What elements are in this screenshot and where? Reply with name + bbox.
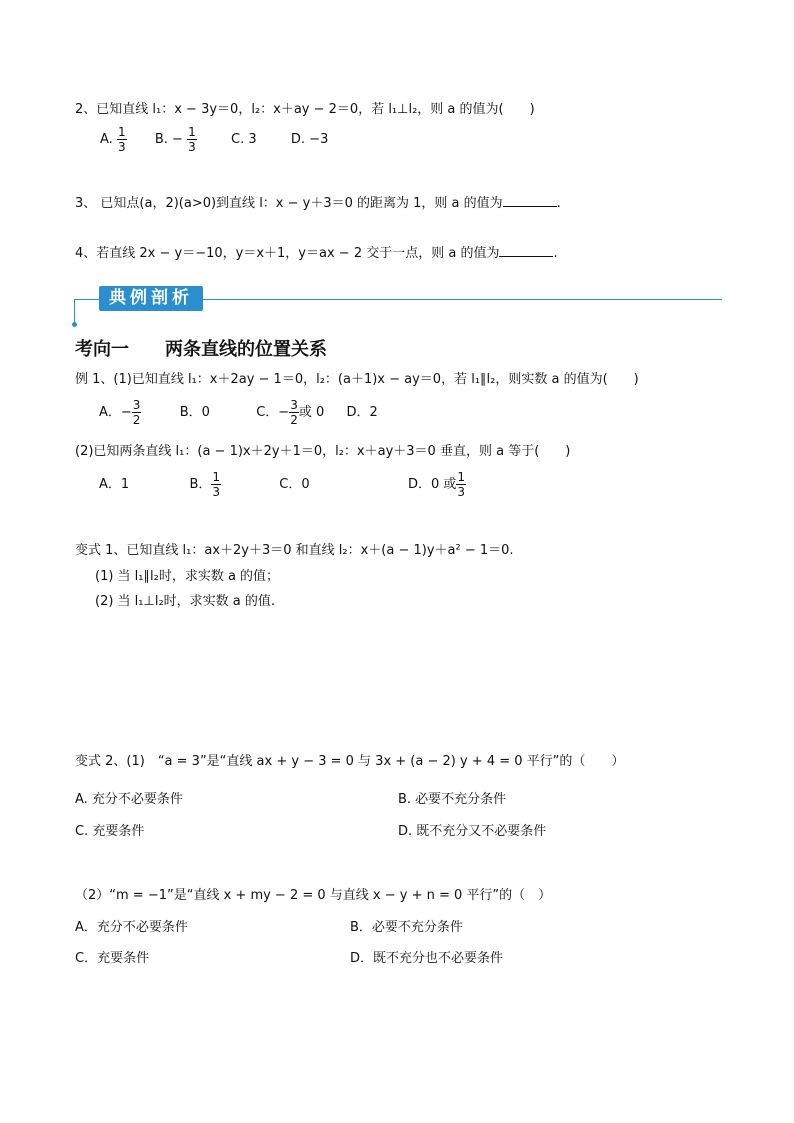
fraction: $\frac{1}{3}$ [457, 470, 465, 499]
option-c: C．− $\frac{3}{2}$ 或 0 [256, 398, 325, 427]
option-d: D. −3 [290, 132, 329, 147]
variant-1-sub-1: (1) 当 l₁∥l₂时，求实数 a 的值； [95, 569, 280, 584]
section-banner: 典例剖析 [99, 286, 203, 311]
option-b: B. − $\frac{1}{3}$ [154, 125, 196, 154]
fraction: $\frac{3}{2}$ [132, 398, 141, 427]
question-2-options [100, 126, 328, 153]
option-a: A. $\frac{1}{3}$ [100, 125, 126, 154]
question-4: 4、若直线 2x − y＝−10，y＝x＋1，y＝ax − 2 交于一点，则 a 的值为 . [75, 246, 558, 261]
answer-blank [503, 194, 557, 207]
variant-2-option-a: A. 充分不必要条件 [75, 792, 183, 807]
option-d: D．2 [346, 405, 378, 420]
option-b: B．0 [179, 405, 210, 420]
answer-blank [499, 244, 553, 257]
option-c: C．0 [279, 477, 310, 492]
fraction: $\frac{1}{3}$ [188, 125, 196, 154]
fraction: $\frac{1}{3}$ [117, 125, 126, 154]
variant-2-option-b: B. 必要不充分条件 [398, 792, 507, 807]
variant-2-part-2-stem: （2）“m = −1”是“直线 x + my − 2 = 0 与直线 x − y + n = 0 平行”的（ ） [75, 888, 552, 903]
example-1-part-2-options [99, 471, 466, 498]
fraction: $\frac{3}{2}$ [290, 398, 298, 427]
variant-1-stem: 变式 1、已知直线 l₁：ax＋2y＋3＝0 和直线 l₂：x＋(a − 1)y＋a² − 1＝0. [75, 543, 514, 558]
banner-tick [74, 299, 75, 323]
variant-2-part-1-stem: 变式 2、(1) “a = 3”是“直线 ax + y − 3 = 0 与 3x + (a − 2) y + 4 = 0 平行”的（ ） [75, 754, 625, 769]
option-c: C. 3 [231, 132, 257, 147]
example-1-part-2: (2)已知两条直线 l₁：(a − 1)x＋2y＋1＝0，l₂：x＋ay＋3＝0 垂直，则 a 等于( ) [75, 444, 571, 459]
example-1-part-1-options [99, 399, 378, 426]
variant-2b-option-a: A．充分不必要条件 [75, 920, 188, 935]
question-2-stem: 2、已知直线 l₁：x − 3y＝0，l₂：x＋ay − 2＝0，若 l₁⊥l₂，则 a 的值为( ) [75, 102, 535, 117]
option-a: A．− $\frac{3}{2}$ [99, 398, 141, 427]
example-1-part-1: 例 1、(1)已知直线 l₁：x＋2ay − 1＝0，l₂：(a＋1)x − ay＝0，若 l₁∥l₂，则实数 a 的值为( ) [75, 372, 639, 387]
option-b: B． $\frac{1}{3}$ [189, 470, 221, 499]
variant-2b-option-c: C．充要条件 [75, 951, 150, 966]
question-3: 3、 已知点(a，2)(a>0)到直线 l：x − y＋3＝0 的距离为 1，则 a 的值为 . [75, 196, 561, 211]
variant-2-option-c: C. 充要条件 [75, 824, 145, 839]
section-title: 考向一 两条直线的位置关系 [75, 339, 327, 360]
fraction: $\frac{1}{3}$ [212, 470, 221, 499]
variant-2b-option-d: D．既不充分也不必要条件 [350, 951, 504, 966]
variant-2-option-d: D. 既不充分又不必要条件 [398, 824, 547, 839]
banner-dot [72, 322, 77, 327]
option-a: A．1 [99, 477, 130, 492]
option-d: D．0 或 $\frac{1}{3}$ [407, 470, 465, 499]
variant-1-sub-2: (2) 当 l₁⊥l₂时，求实数 a 的值. [95, 594, 276, 609]
variant-2b-option-b: B．必要不充分条件 [350, 920, 463, 935]
